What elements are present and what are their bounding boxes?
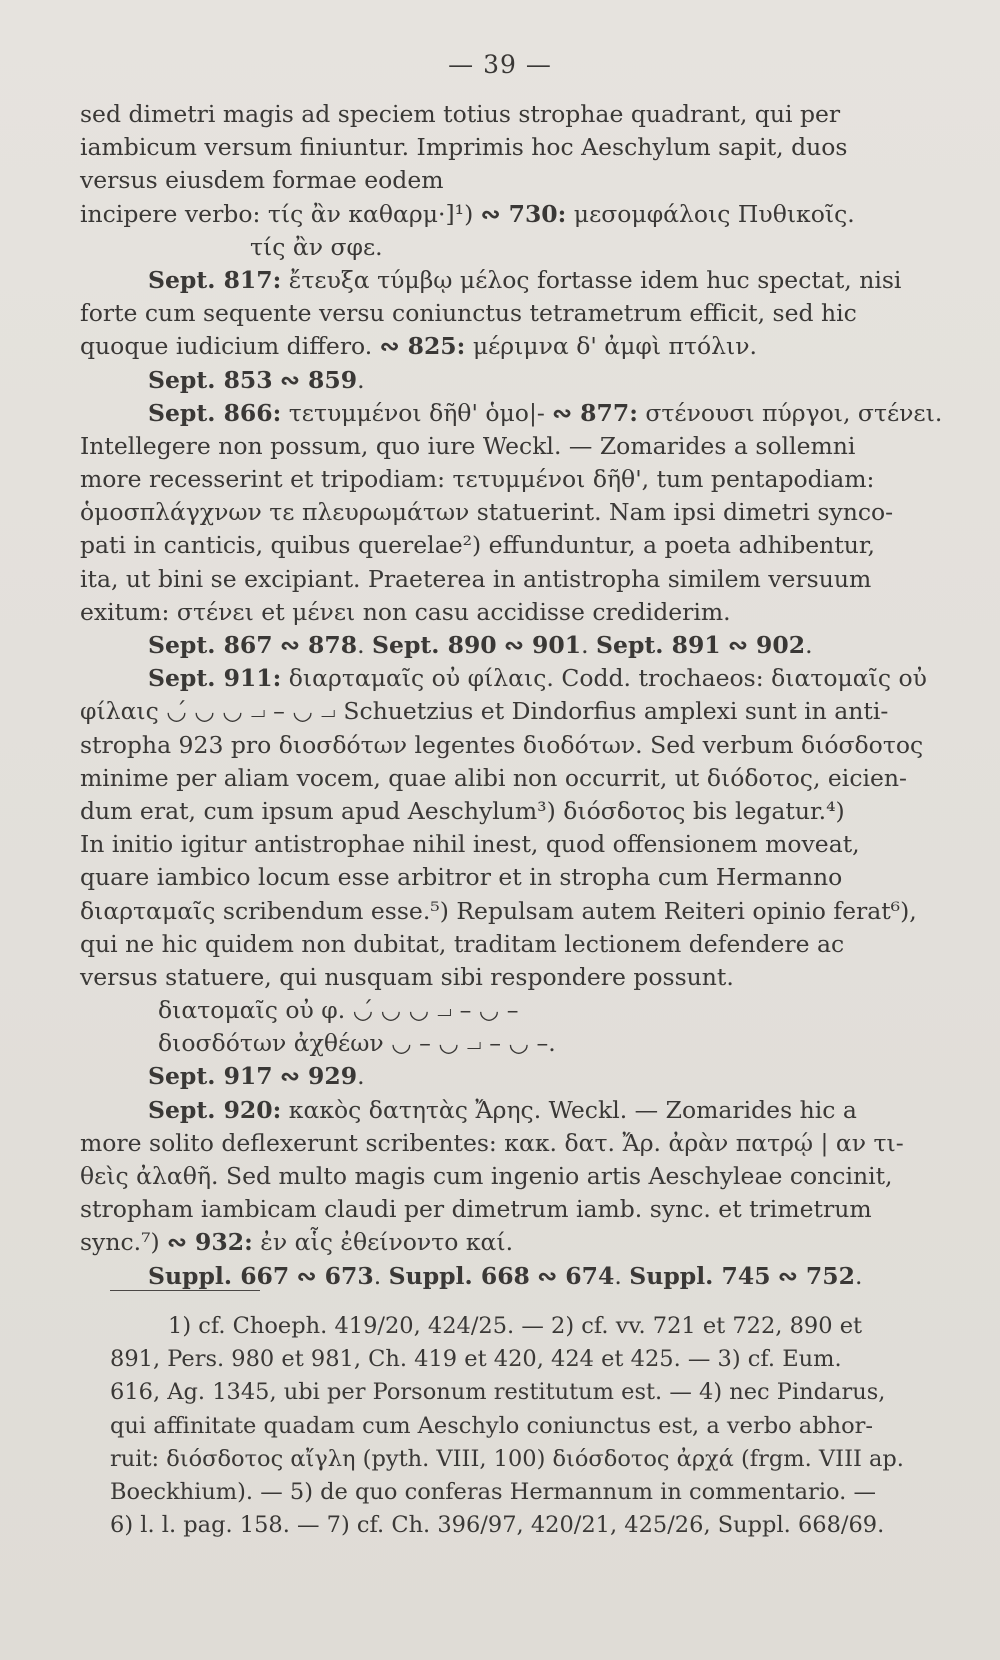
text-line: versus statuere, qui nusquam sibi respondere possunt. bbox=[80, 962, 734, 991]
footnotes bbox=[110, 1310, 920, 1542]
text-line: sed dimetri magis ad speciem totius strophae quadrant, qui per bbox=[80, 100, 841, 128]
text-line: more recesserint et tripodiam: τετυμμένοι δῆθ', tum pentapodiam: bbox=[80, 465, 875, 494]
text-line: Sept. 866: τετυμμένοι δῆθ' ὁμο|- ∾ 877: στένουσι πύργοι, στένει. bbox=[148, 398, 943, 427]
text-line: φίλαις ◡́ ◡ ◡ ⏗ – ◡ ⏗ Schuetzius et Dindorfius amplexi sunt in anti- bbox=[80, 697, 889, 726]
footnote-divider bbox=[110, 1290, 260, 1291]
text-line: διοσδότων ἀχθέων ◡ – ◡ ⏗ – ◡ –. bbox=[158, 1029, 556, 1058]
footnote-line: 6) l. l. pag. 158. — 7) cf. Ch. 396/97, 420/21, 425/26, Suppl. 668/69. bbox=[110, 1512, 885, 1539]
text-line: διαρταμαῖς scribendum esse.⁵) Repulsam autem Reiteri opinio ferat⁶), bbox=[80, 896, 917, 925]
text-line: incipere verbo: τίς ἂν καθαρμ·]¹) ∾ 730: μεσομφάλοις Πυθικοῖς. bbox=[80, 199, 855, 228]
footnote-line: 1) cf. Choeph. 419/20, 424/25. — 2) cf. vv. 721 et 722, 890 et bbox=[168, 1313, 863, 1339]
text-line: stropha 923 pro διοσδότων legentes διοδότων. Sed verbum διόσδοτος bbox=[80, 730, 924, 759]
text-line: iambicum versum finiuntur. Imprimis hoc Aeschylum sapit, duos bbox=[80, 133, 848, 162]
text-line: Sept. 853 ∾ 859. bbox=[148, 365, 365, 394]
text-line: more solito deflexerunt scribentes: κακ. δατ. Ἄρ. ἀρὰν πατρῴ | αν τι- bbox=[80, 1128, 904, 1157]
text-line: In initio igitur antistrophae nihil inest, quod offensionem moveat, bbox=[80, 830, 860, 859]
text-line: exitum: στένει et μένει non casu accidisse crediderim. bbox=[80, 597, 731, 626]
text-line: Sept. 817: ἔτευξα τύμβῳ μέλος fortasse idem huc spectat, nisi bbox=[148, 265, 902, 294]
footnote-line: qui affinitate quadam cum Aeschylo coniunctus est, a verbo abhor- bbox=[110, 1412, 874, 1439]
text-line: Intellegere non possum, quo iure Weckl. — Zomarides a sollemni bbox=[80, 431, 856, 460]
text-line: quare iambico locum esse arbitror et in stropha cum Hermanno bbox=[80, 863, 843, 892]
text-line: quoque iudicium differo. ∾ 825: μέριμνα δ' ἀμφὶ πτόλιν. bbox=[80, 332, 758, 361]
footnote-line: 616, Ag. 1345, ubi per Porsonum restitutum est. — 4) nec Pindarus, bbox=[110, 1379, 886, 1406]
text-line: Sept. 920: κακὸς δατητὰς Ἄρης. Weckl. — Zomarides hic a bbox=[148, 1095, 857, 1124]
text-line: Suppl. 667 ∾ 673. Suppl. 668 ∾ 674. Suppl. 745 ∾ 752. bbox=[148, 1261, 863, 1290]
text-line: Sept. 867 ∾ 878. Sept. 890 ∾ 901. Sept. 891 ∾ 902. bbox=[148, 631, 813, 659]
main-text bbox=[80, 98, 943, 1293]
text-line: minime per aliam vocem, quae alibi non occurrit, ut διόδοτος, eicien- bbox=[80, 763, 907, 792]
text-line: τίς ἂν σφε. bbox=[250, 232, 383, 261]
text-line: διατομαῖς οὐ φ. ◡́ ◡ ◡ ⏗ – ◡ – bbox=[158, 996, 519, 1025]
footnote-line: Boeckhium). — 5) de quo conferas Hermannum in commentario. — bbox=[110, 1478, 876, 1505]
footnote-line: 891, Pers. 980 et 981, Ch. 419 et 420, 424 et 425. — 3) cf. Eum. bbox=[110, 1346, 842, 1373]
text-line: Sept. 911: διαρταμαῖς οὐ φίλαις. Codd. trochaeos: διατομαῖς οὐ bbox=[148, 664, 927, 693]
text-line: Sept. 917 ∾ 929. bbox=[148, 1062, 365, 1091]
text-line: forte cum sequente versu coniunctus tetrametrum efficit, sed hic bbox=[80, 299, 857, 328]
text-line: sync.⁷) ∾ 932: ἐν αἷς ἐθείνοντο καί. bbox=[80, 1228, 514, 1257]
text-line: pati in canticis, quibus querelae²) effunduntur, a poeta adhibentur, bbox=[80, 531, 876, 560]
text-line: versus eiusdem formae eodem bbox=[80, 166, 444, 195]
text-line: qui ne hic quidem non dubitat, traditam lectionem defendere ac bbox=[80, 929, 845, 958]
text-line: θεὶς ἀλαθῆ. Sed multo magis cum ingenio artis Aeschyleae concinit, bbox=[80, 1162, 893, 1190]
footnote-line: ruit: διόσδοτος αἴγλη (pyth. VIII, 100) διόσδοτος ἀρχά (frgm. VIII ap. bbox=[110, 1445, 904, 1472]
page-number: — 39 — bbox=[448, 50, 552, 79]
text-line: stropham iambicam claudi per dimetrum iamb. sync. et trimetrum bbox=[80, 1195, 872, 1224]
text-line: dum erat, cum ipsum apud Aeschylum³) διόσδοτος bis legatur.⁴) bbox=[80, 796, 845, 825]
text-line: ὁμοσπλάγχνων τε πλευρωμάτων statuerint. Nam ipsi dimetri synco- bbox=[80, 498, 894, 527]
text-line: ita, ut bini se excipiant. Praeterea in antistropha similem versuum bbox=[80, 564, 872, 593]
